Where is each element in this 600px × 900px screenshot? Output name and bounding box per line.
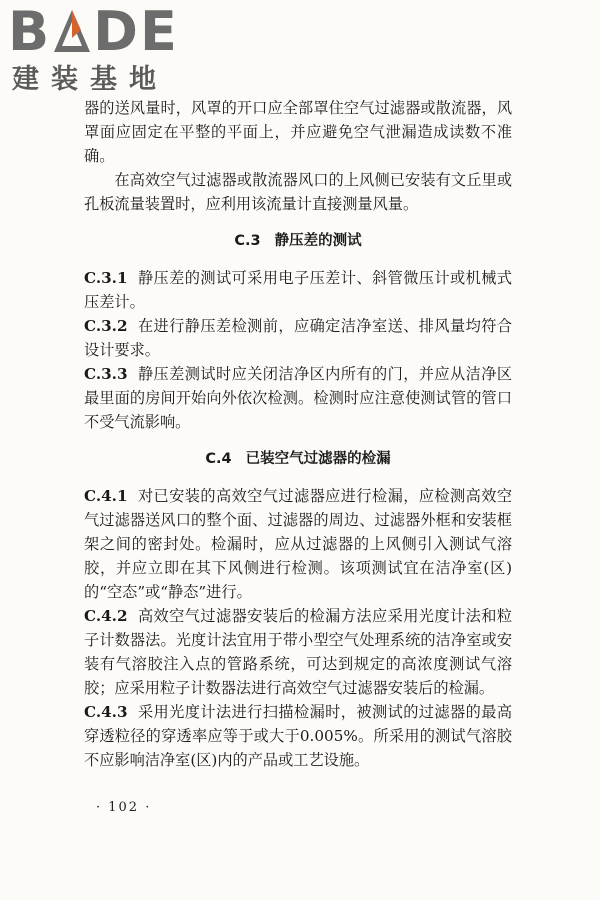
section-title: 静压差的测试 [274, 233, 362, 249]
section-number: C.4 [205, 451, 232, 467]
page-number: · 102 · [96, 800, 152, 815]
clause-text: 对已安装的高效空气过滤器应进行检漏，应检测高效空气过滤器送风口的整个面、过滤器的周边、过滤器外框和安装框架之间的密封处。检漏时，应从过滤器的上风侧引入测试气溶胶，并应立即在其下风侧进行检测。该项测试宜在洁净室(区)的“空态”或“静态”进行。 [84, 487, 512, 601]
clause-number: C.4.2 [84, 607, 128, 625]
logo-letters-de: DE [93, 0, 179, 63]
clause-c3-1 [84, 266, 512, 314]
clause-number: C.3.1 [84, 269, 128, 287]
bade-logo [8, 0, 179, 100]
clause-number: C.4.1 [84, 487, 128, 505]
clause-number: C.3.2 [84, 317, 128, 335]
clause-c3-3 [84, 362, 512, 434]
clause-c4-2 [84, 604, 512, 700]
logo-wordmark [8, 0, 179, 63]
document-body [84, 96, 512, 772]
logo-a-triangle-icon [52, 8, 92, 54]
paragraph-venturi: 在高效空气过滤器或散流器风口的上风侧已安装有文丘里或孔板流量装置时，应利用该流量计直接测量风量。 [84, 171, 512, 213]
section-number: C.3 [234, 233, 261, 249]
clause-c4-1 [84, 484, 512, 604]
logo-chinese-name: 建装基地 [12, 64, 168, 95]
clause-number: C.3.3 [84, 365, 128, 383]
paragraph-continuation: 器的送风量时，风罩的开口应全部罩住空气过滤器或散流器，风罩面应固定在平整的平面上，并应避免空气泄漏造成读数不准确。 [84, 99, 512, 165]
clause-c4-3 [84, 700, 512, 772]
section-heading-c3 [84, 229, 512, 253]
section-heading-c4 [84, 447, 512, 471]
clause-text: 采用光度计法进行扫描检漏时，被测试的过滤器的最高穿透粒径的穿透率应等于或大于0.005%。所采用的测试气溶胶不应影响洁净室(区)内的产品或工艺设施。 [84, 703, 512, 769]
clause-number: C.4.3 [84, 703, 128, 721]
clause-text: 静压差测试时应关闭洁净区内所有的门，并应从洁净区最里面的房间开始向外依次检测。检测时应注意使测试管的管口不受气流影响。 [84, 365, 512, 431]
clause-text: 高效空气过滤器安装后的检漏方法应采用光度计法和粒子计数器法。光度计法宜用于带小型空气处理系统的洁净室或安装有气溶胶注入点的管路系统，可达到规定的高浓度测试气溶胶；应采用粒子计数器法进行高效空气过滤器安装后的检漏。 [84, 607, 512, 697]
clause-c3-2 [84, 314, 512, 362]
clause-text: 静压差的测试可采用电子压差计、斜管微压计或机械式压差计。 [84, 269, 512, 311]
clause-text: 在进行静压差检测前，应确定洁净室送、排风量均符合设计要求。 [84, 317, 512, 359]
logo-letter-b: B [8, 0, 52, 63]
section-title: 已装空气过滤器的检漏 [245, 451, 391, 467]
